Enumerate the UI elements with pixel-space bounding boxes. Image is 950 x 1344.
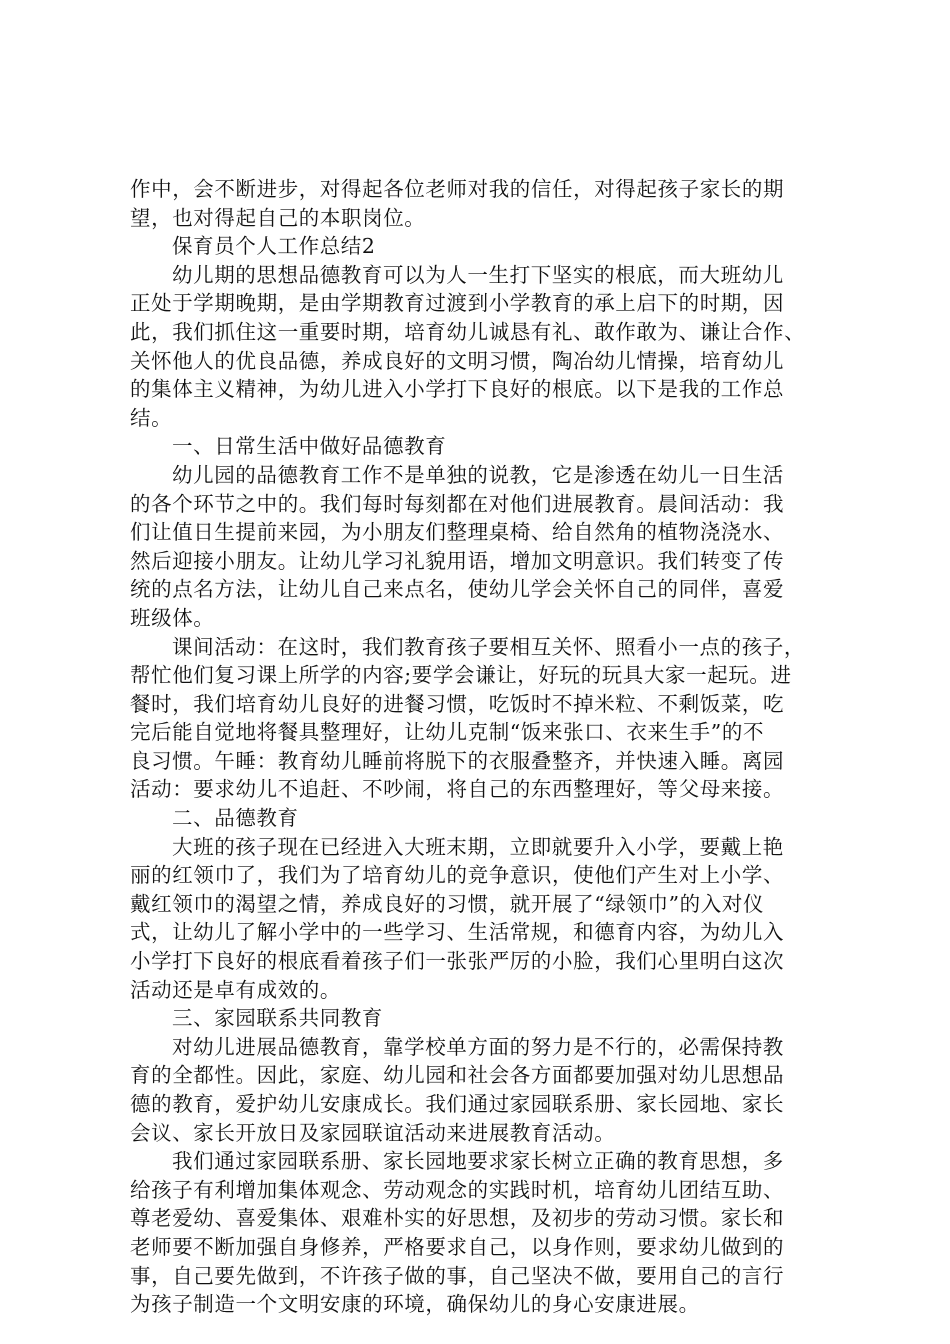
paragraph-line-indented: 幼儿园的品德教育工作不是单独的说教，它是渗透在幼儿一日生活 bbox=[172, 462, 784, 487]
paragraph-line-indented: 大班的孩子现在已经进入大班末期，立即就要升入小学，要戴上艳 bbox=[172, 834, 784, 859]
paragraph-line: 们让值日生提前来园，为小朋友们整理桌椅、给自然角的植物浇浇水、 bbox=[130, 520, 785, 545]
paragraph-line: 事，自己要先做到，不许孩子做的事，自己坚决不做，要用自己的言行 bbox=[130, 1263, 785, 1288]
paragraph-line: 完后能自觉地将餐具整理好，让幼儿克制“饭来张口、衣来生手”的不 bbox=[130, 720, 765, 745]
paragraph-line: 活动：要求幼儿不追赶、不吵闹，将自己的东西整理好，等父母来接。 bbox=[130, 777, 785, 802]
paragraph-line: 活动还是卓有成效的。 bbox=[130, 977, 341, 1002]
paragraph-line: 老师要不断加强自身修养，严格要求自己，以身作则，要求幼儿做到的 bbox=[130, 1234, 785, 1259]
paragraph-line: 德的教育，爱护幼儿安康成长。我们通过家园联系册、家长园地、家长 bbox=[130, 1092, 785, 1116]
paragraph-line: 正处于学期晚期，是由学期教育过渡到小学教育的承上启下的时期，因 bbox=[130, 291, 785, 316]
paragraph-line: 育的全都性。因此，家庭、幼儿园和社会各方面都要加强对幼儿思想品 bbox=[130, 1063, 785, 1088]
paragraph-line: 给孩子有利增加集体观念、劳动观念的实践时机，培育幼儿团结互助、 bbox=[130, 1177, 785, 1202]
paragraph-line-indented: 二、品德教育 bbox=[172, 806, 299, 831]
paragraph-line: 的各个环节之中的。我们每时每刻都在对他们进展教育。晨间活动：我 bbox=[130, 491, 785, 516]
paragraph-line: 丽的红领巾了，我们为了培育幼儿的竞争意识，使他们产生对上小学、 bbox=[130, 863, 785, 888]
paragraph-line: 戴红领巾的渴望之情，养成良好的习惯，就开展了“绿领巾”的入对仪 bbox=[130, 891, 765, 916]
paragraph-line: 良习惯。午睡：教育幼儿睡前将脱下的衣服叠整齐，并快速入睡。离园 bbox=[130, 748, 785, 773]
paragraph-line: 的集体主义精神，为幼儿进入小学打下良好的根底。以下是我的工作总 bbox=[130, 377, 785, 402]
paragraph-line: 帮忙他们复习课上所学的内容;要学会谦让，好玩的玩具大家一起玩。进 bbox=[130, 663, 792, 688]
paragraph-line-indented: 对幼儿进展品德教育，靠学校单方面的努力是不行的，必需保持教 bbox=[172, 1034, 784, 1059]
paragraph-line: 餐时，我们培育幼儿良好的进餐习惯，吃饭时不掉米粒、不剩饭菜，吃 bbox=[130, 691, 785, 716]
paragraph-line-indented: 三、家园联系共同教育 bbox=[172, 1006, 383, 1031]
paragraph-line: 式，让幼儿了解小学中的一些学习、生活常规，和德育内容，为幼儿入 bbox=[130, 920, 785, 945]
paragraph-line: 尊老爱幼、喜爱集体、艰难朴实的好思想，及初步的劳动习惯。家长和 bbox=[130, 1206, 785, 1231]
paragraph-line: 班级体。 bbox=[130, 605, 215, 630]
paragraph-line-indented: 一、日常生活中做好品德教育 bbox=[172, 434, 447, 459]
document-page bbox=[130, 175, 850, 1319]
paragraph-line: 望，也对得起自己的本职岗位。 bbox=[130, 205, 426, 230]
paragraph-line: 会议、家长开放日及家园联谊活动来进展教育活动。 bbox=[130, 1120, 616, 1145]
paragraph-line-indented: 我们通过家园联系册、家长园地要求家长树立正确的教育思想，多 bbox=[172, 1149, 784, 1174]
paragraph-line: 关怀他人的优良品德，养成良好的文明习惯，陶冶幼儿情操，培育幼儿 bbox=[130, 348, 785, 373]
paragraph-line: 结。 bbox=[130, 405, 173, 430]
paragraph-line-indented: 课间活动：在这时，我们教育孩子要相互关怀、照看小一点的孩子， bbox=[172, 634, 805, 659]
paragraph-line: 小学打下良好的根底看着孩子们一张张严厉的小脸，我们心里明白这次 bbox=[130, 949, 785, 974]
paragraph-line: 此，我们抓住这一重要时期，培育幼儿诚恳有礼、敢作敢为、谦让合作、 bbox=[130, 319, 806, 344]
paragraph-line: 统的点名方法，让幼儿自己来点名，使幼儿学会关怀自己的同伴，喜爱 bbox=[130, 577, 785, 602]
paragraph-line: 然后迎接小朋友。让幼儿学习礼貌用语，增加文明意识。我们转变了传 bbox=[130, 548, 785, 573]
paragraph-line-indented: 保育员个人工作总结2 bbox=[172, 234, 376, 259]
paragraph-line: 作中，会不断进步，对得起各位老师对我的信任，对得起孩子家长的期 bbox=[130, 177, 785, 201]
paragraph-line: 为孩子制造一个文明安康的环境，确保幼儿的身心安康进展。 bbox=[130, 1292, 700, 1317]
paragraph-line-indented: 幼儿期的思想品德教育可以为人一生打下坚实的根底，而大班幼儿 bbox=[172, 262, 784, 287]
